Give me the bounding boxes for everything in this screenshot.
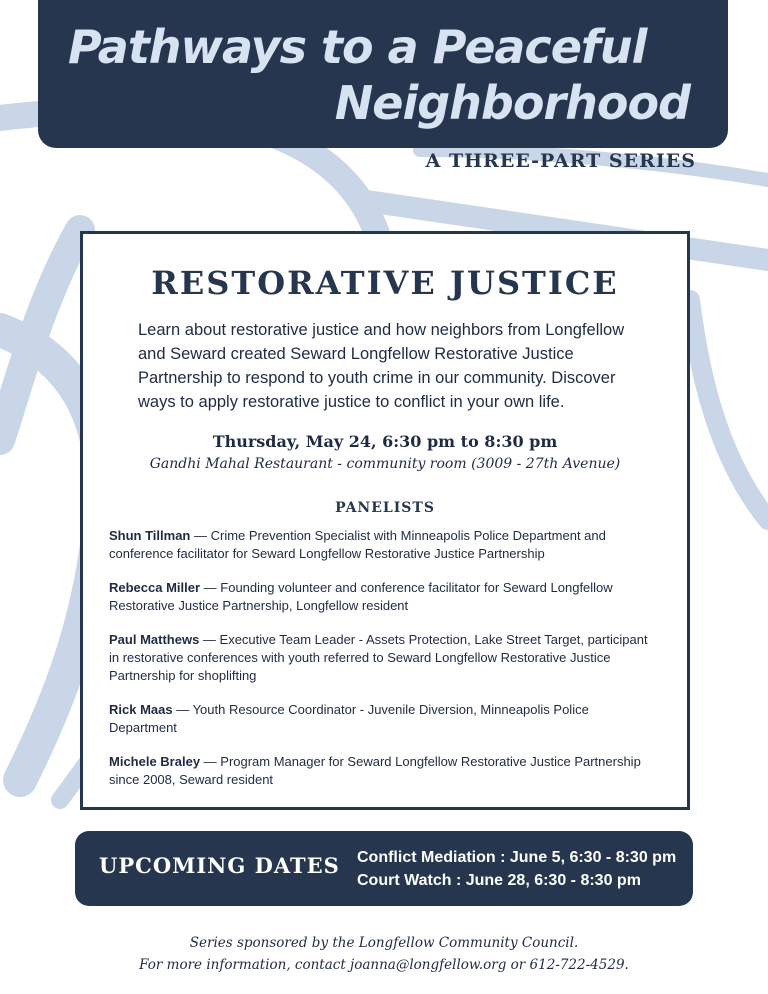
- event-details-box: [80, 231, 690, 810]
- upcoming-dates-bar: [75, 831, 693, 906]
- upcoming-dates-heading: UPCOMING DATES: [99, 853, 340, 878]
- panelists-heading: PANELISTS: [335, 500, 435, 516]
- upcoming-dates-list: [357, 846, 676, 892]
- panelist-item: [109, 753, 649, 789]
- page-title-line1: Pathways to a Peaceful: [68, 20, 647, 74]
- event-heading: RESTORATIVE JUSTICE: [151, 264, 619, 302]
- panelist-name: Rebecca Miller: [109, 580, 201, 595]
- upcoming-date-item: Conflict Mediation : June 5, 6:30 - 8:30 pm: [357, 849, 677, 866]
- panelist-description: — Founding volunteer and conference facilitator for Seward Longfellow Restorative Justice Partnership, Longfellow resident: [109, 580, 613, 613]
- panelist-description: — Youth Resource Coordinator - Juvenile Diversion, Minneapolis Police Department: [109, 702, 589, 735]
- footer-contact-line: For more information, contact joanna@longfellow.org or 612-722-4529.: [139, 957, 629, 973]
- panelist-item: [109, 527, 649, 563]
- event-date-time: Thursday, May 24, 6:30 pm to 8:30 pm: [212, 432, 558, 451]
- series-subtitle: A THREE-PART SERIES: [425, 150, 696, 172]
- panelist-item: [109, 579, 649, 615]
- event-location: Gandhi Mahal Restaurant - community room (3009 - 27th Avenue): [149, 456, 621, 472]
- panelist-description: — Executive Team Leader - Assets Protection, Lake Street Target, participant in restorative conferences with youth referred to Seward Longfellow Restorative Justice Partnership for shoplifting: [109, 632, 648, 683]
- footer: [0, 932, 768, 976]
- panelist-description: — Program Manager for Seward Longfellow Restorative Justice Partnership since 2008, Seward resident: [109, 754, 641, 787]
- upcoming-date-item: Court Watch : June 28, 6:30 - 8:30 pm: [357, 872, 641, 889]
- panelist-item: [109, 701, 649, 737]
- event-description: Learn about restorative justice and how neighbors from Longfellow and Seward created Seward Longfellow Restorative Justice Partnership to respond to youth crime in our community. Discover ways to apply restorative justice to conflict in your own life.: [138, 321, 625, 411]
- panelist-item: [109, 631, 649, 685]
- panelist-description: — Crime Prevention Specialist with Minneapolis Police Department and conference facilitator for Seward Longfellow Restorative Justice Partnership: [109, 528, 606, 561]
- page-title-line2: Neighborhood: [334, 76, 690, 130]
- panelist-name: Shun Tillman: [109, 528, 191, 543]
- panelist-name: Michele Braley: [109, 754, 201, 769]
- footer-sponsor-line: Series sponsored by the Longfellow Community Council.: [189, 935, 579, 951]
- panelist-list: [109, 527, 649, 805]
- panelist-name: Rick Maas: [109, 702, 173, 717]
- title-banner: [38, 0, 728, 148]
- panelist-name: Paul Matthews: [109, 632, 200, 647]
